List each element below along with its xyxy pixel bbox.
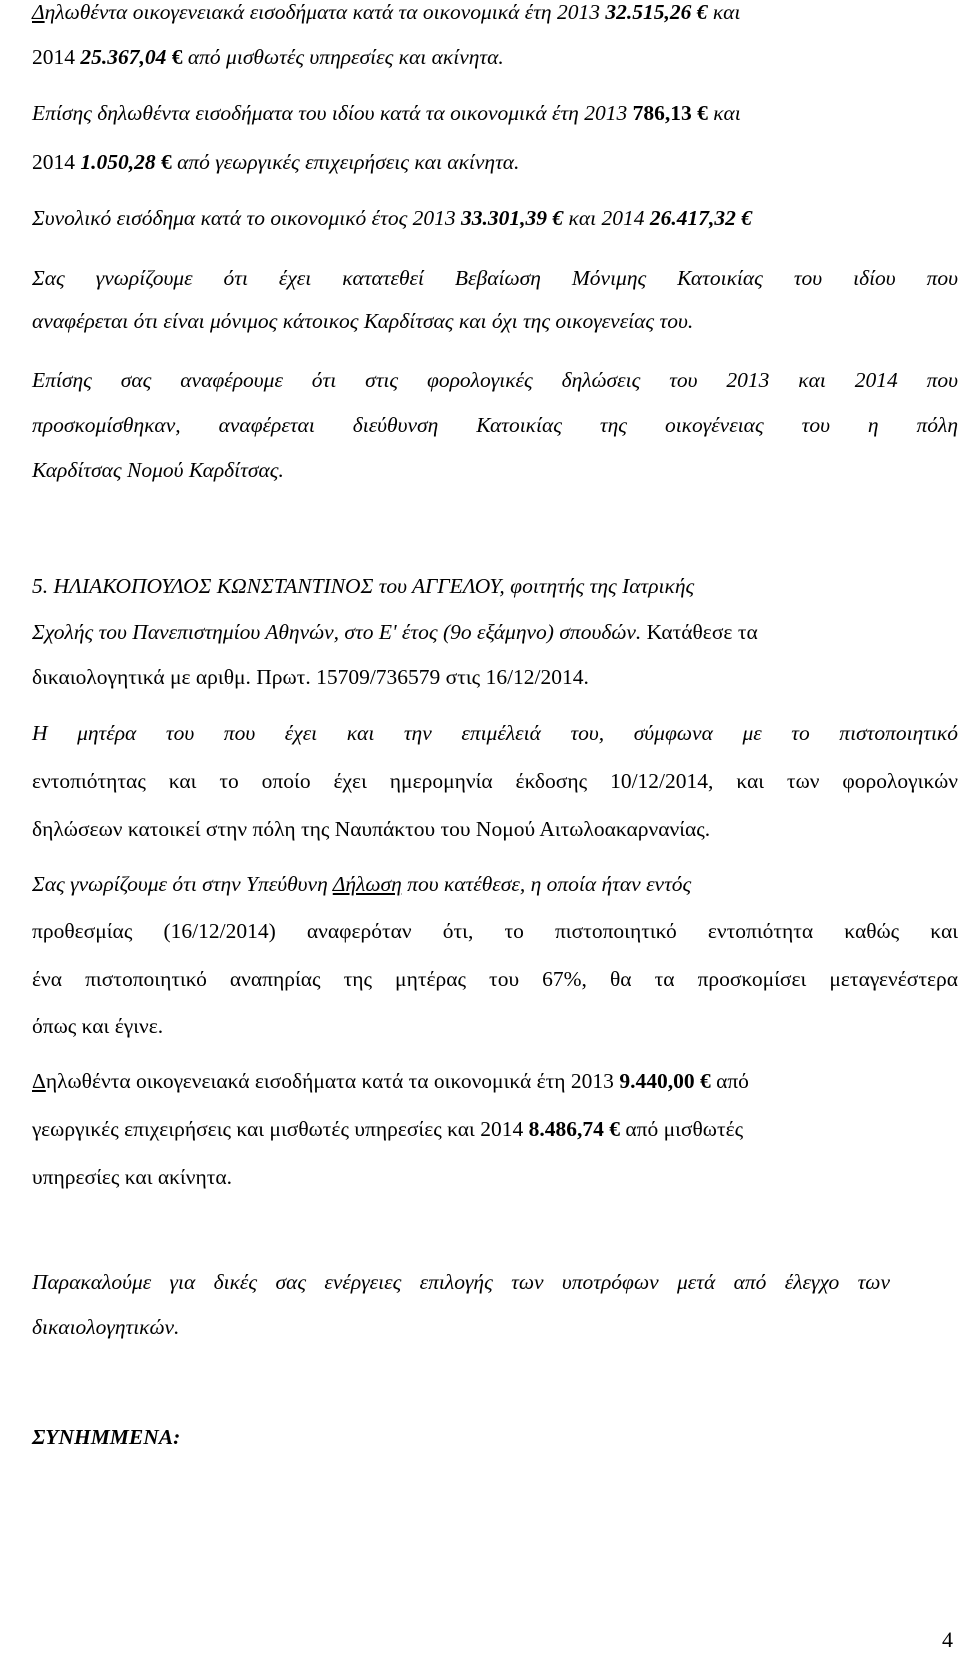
amount: 26.417,32: [649, 206, 736, 230]
text-line: εντοπιότητας και το οποίο έχει ημερομηνία έκδοσης 10/12/2014, και των φορολογικών: [32, 769, 958, 793]
attachments-heading: ΣΥΝΗΜΜΕΝΑ:: [32, 1425, 181, 1449]
text-span: και: [713, 101, 741, 125]
text-span: Συνολικό εισόδημα κατά το οικονομικό έτος 2013: [32, 206, 462, 230]
text-span: και: [712, 0, 741, 24]
euro-sign: €: [694, 1069, 717, 1093]
text-line: [32, 617, 758, 647]
underlined-word: Δήλωση: [332, 872, 402, 896]
text-line: δικαιολογητικά με αριθμ. Πρωτ. 15709/736579 στις 16/12/2014.: [32, 665, 589, 689]
euro-sign: €: [166, 45, 188, 69]
underlined-letter: Δ: [32, 1069, 46, 1093]
euro-sign: €: [155, 150, 178, 174]
text-span: 2014: [32, 45, 81, 69]
text-line: Παρακαλούμε για δικές σας ενέργειες επιλογής των υποτρόφων μετά από έλεγχο των: [32, 1270, 890, 1294]
text-span: Σχολής του Πανεπιστημίου Αθηνών, στο Ε' έτος (9ο εξάμηνο) σπουδών.: [32, 620, 647, 644]
underlined-letter: Δ: [32, 0, 45, 24]
amount: 32.515,26: [605, 0, 692, 24]
amount: 8.486,74: [528, 1117, 604, 1141]
text-line: [32, 1114, 743, 1144]
text-span: Κατάθεσε τα: [646, 620, 758, 644]
text-line: [32, 147, 519, 177]
text-line: δηλώσεων κατοικεί στην πόλη της Ναυπάκτου του Νομού Αιτωλοακαρνανίας.: [32, 817, 711, 841]
text-line: όπως και έγινε.: [32, 1014, 164, 1038]
text-line: Η μητέρα του που έχει και την επιμέλειά του, σύμφωνα με το πιστοποιητικό: [32, 721, 958, 745]
text-line: δικαιολογητικών.: [32, 1315, 180, 1339]
text-line: υπηρεσίες και ακίνητα.: [32, 1165, 232, 1189]
text-line: αναφέρεται ότι είναι μόνιμος κάτοικος Καρδίτσας και όχι της οικογενείας του.: [32, 309, 694, 333]
text-line: Σας γνωρίζουμε ότι έχει κατατεθεί Βεβαίωση Μόνιμης Κατοικίας του ιδίου που: [32, 266, 958, 290]
text-line: προθεσμίας (16/12/2014) αναφερόταν ότι, το πιστοποιητικό εντοπιότητα καθώς και: [32, 919, 958, 943]
text-line: [32, 1066, 749, 1096]
page-number: 4: [942, 1627, 953, 1652]
text-line: 5. ΗΛΙΑΚΟΠΟΥΛΟΣ ΚΩΝΣΤΑΝΤΙΝΟΣ του ΑΓΓΕΛΟΥ, φοιτητής της Ιατρικής: [32, 574, 695, 598]
amount: 786,13: [632, 101, 692, 125]
text-span: γεωργικές επιχειρήσεις και μισθωτές υπηρεσίες και 2014: [32, 1117, 529, 1141]
text-span: 2014: [32, 150, 81, 174]
text-line: προσκομίσθηκαν, αναφέρεται διεύθυνση Κατοικίας της οικογένειας του η πόλη: [32, 413, 958, 437]
text-span: που κατέθεσε, η οποία ήταν εντός: [401, 872, 692, 896]
text-span: από μισθωτές: [625, 1117, 744, 1141]
text-span: Σας γνωρίζουμε ότι στην Υπεύθυνη: [32, 872, 333, 896]
text-line: [32, 98, 741, 128]
text-span: από μισθωτές υπηρεσίες και ακίνητα.: [187, 45, 504, 69]
text-span: από: [716, 1069, 749, 1093]
euro-sign: €: [735, 206, 753, 230]
text-span: ηλωθέντα οικογενειακά εισοδήματα κατά τα οικονομικά έτη 2013: [44, 0, 606, 24]
euro-sign: €: [547, 206, 569, 230]
text-span: από γεωργικές επιχειρήσεις και ακίνητα.: [177, 150, 520, 174]
euro-sign: €: [691, 0, 713, 24]
text-line: ένα πιστοποιητικό αναπηρίας της μητέρας του 67%, θα τα προσκομίσει μεταγενέστερα: [32, 967, 958, 991]
text-span: Επίσης δηλωθέντα εισοδήματα του ιδίου κατά τα οικονομικά έτη 2013: [32, 101, 633, 125]
amount: 25.367,04: [80, 45, 167, 69]
amount: 33.301,39: [461, 206, 548, 230]
text-line: [32, 0, 740, 27]
text-line: [32, 203, 752, 233]
text-line: Καρδίτσας Νομού Καρδίτσας.: [32, 458, 284, 482]
euro-sign: €: [691, 101, 714, 125]
text-line: [32, 42, 504, 72]
amount: 1.050,28: [80, 150, 156, 174]
text-line: Επίσης σας αναφέρουμε ότι στις φορολογικές δηλώσεις του 2013 και 2014 που: [32, 368, 958, 392]
euro-sign: €: [603, 1117, 626, 1141]
text-span: και 2014: [568, 206, 650, 230]
text-line: [32, 869, 691, 899]
amount: 9.440,00: [619, 1069, 695, 1093]
text-span: ηλωθέντα οικογενειακά εισοδήματα κατά τα οικονομικά έτη 2013: [45, 1069, 620, 1093]
